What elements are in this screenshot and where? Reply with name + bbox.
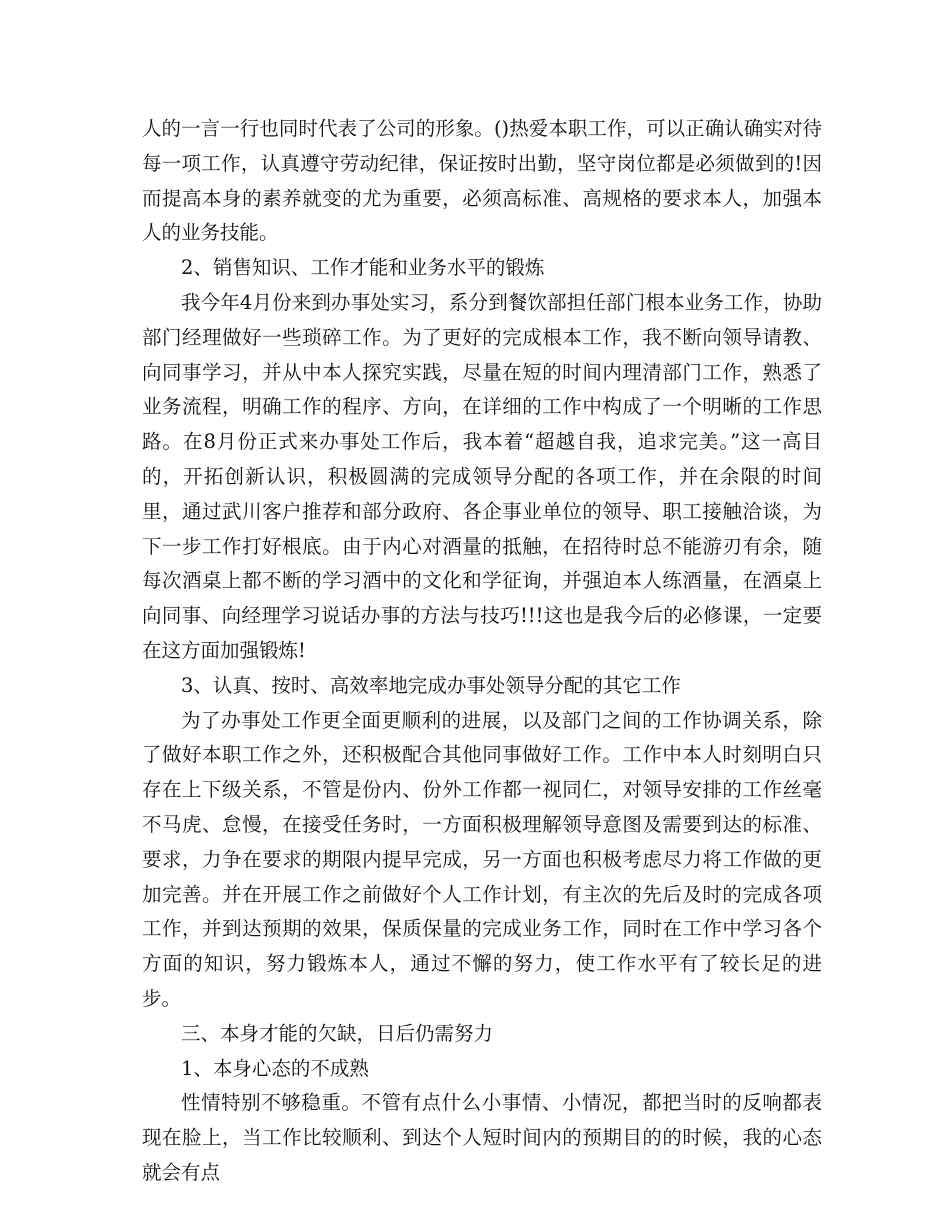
section-heading-sales-skills: 2、销售知识、工作才能和业务水平的锻炼: [181, 256, 545, 280]
paragraph-temperament: 性情特别不够稳重。不管有点什么小事情、小情况，都把当时的反响都表现在脸上，当工作比较顺利、到达个人短时间内的预期目的的时候，我的心态就会有点: [142, 1091, 822, 1184]
paragraph-cooperation: 为了办事处工作更全面更顺利的进展，以及部门之间的工作协调关系，除了做好本职工作之外，还积极配合其他同事做好工作。工作中本人时刻明白只存在上下级关系，不管是份内、份外工作都一视同仁，对领导安排的工作丝毫不马虎、怠慢，在接受任务时，一方面积极理解领导意图及需要到达的标准、要求，力争在要求的期限内提早完成，另一方面也积极考虑尽力将工作做的更加完善。并在开展工作之前做好个人工作计划，有主次的先后及时的完成各项工作，并到达预期的效果，保质保量的完成业务工作，同时在工作中学习各个方面的知识，努力锻炼本人，通过不懈的努力，使工作水平有了较长足的进步。: [142, 708, 822, 1010]
subsection-heading-mindset: 1、本身心态的不成熟: [181, 1056, 369, 1080]
section-heading-other-work: 3、认真、按时、高效率地完成办事处领导分配的其它工作: [181, 673, 681, 697]
paragraph-internship: 我今年4月份来到办事处实习，系分到餐饮部担任部门根本业务工作，协助部门经理做好一些琐碎工作。为了更好的完成根本工作，我不断向领导请教、向同事学习，并从中本人探究实践，尽量在短的时间内理清部门工作，熟悉了业务流程，明确工作的程序、方向，在详细的工作中构成了一个明晰的工作思路。在8月份正式来办事处工作后，我本着“超越自我，追求完美。”这一高目的，开拓创新认识，积极圆满的完成领导分配的各项工作，并在余限的时间里，通过武川客户推荐和部分政府、各企事业单位的领导、职工接触洽谈，为下一步工作打好根底。由于内心对酒量的抵触，在招待时总不能游刃有余，随每次酒桌上都不断的学习酒中的文化和学征询，并强迫本人练酒量，在酒桌上向同事、向经理学习说话办事的方法与技巧!!!这也是我今后的必修课，一定要在这方面加强锻炼!: [142, 290, 822, 662]
paragraph-continuation: 人的一言一行也同时代表了公司的形象。()热爱本职工作，可以正确认确实对待每一项工作，认真遵守劳动纪律，保证按时出勤，坚守岗位都是必须做到的!因而提高本身的素养就变的尤为重要，必须高标准、高规格的要求本人，加强本人的业务技能。: [142, 117, 822, 245]
section-heading-shortcomings: 三、本身才能的欠缺，日后仍需努力: [181, 1021, 494, 1045]
document-body: [142, 112, 822, 1191]
